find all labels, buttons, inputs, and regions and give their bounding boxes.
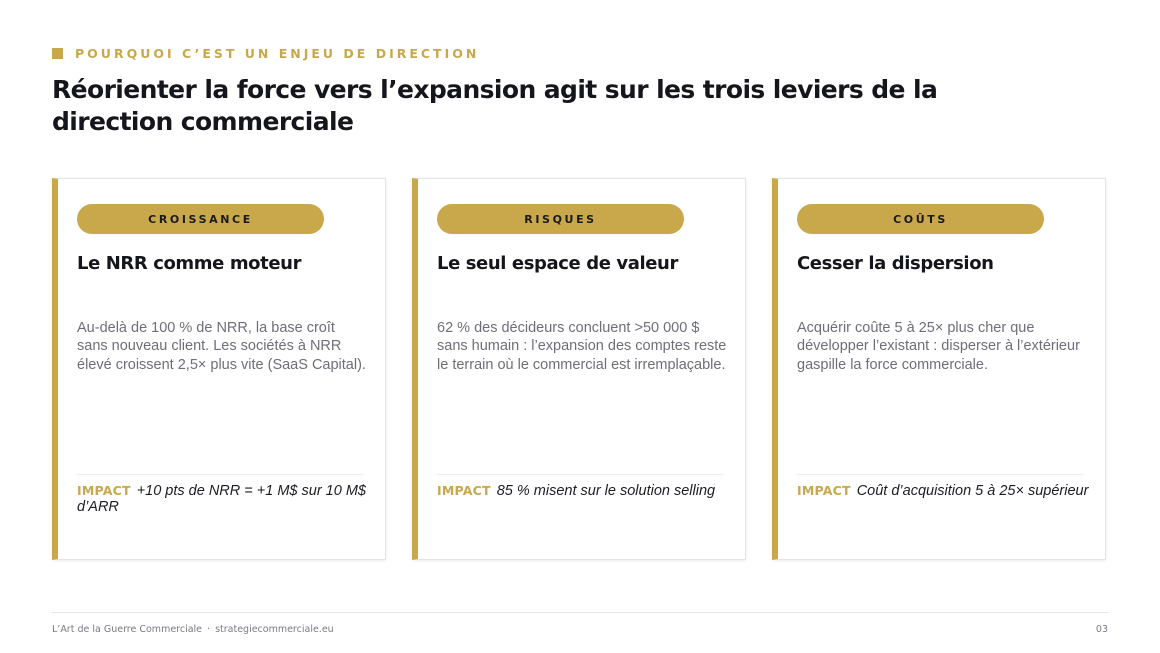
section-kicker [52,46,479,61]
card-heading: Cesser la dispersion [797,253,994,274]
card-divider [797,474,1083,475]
card-body: Acquérir coûte 5 à 25× plus cher que développer l’existant : disperser à l’extérieur gaspille la force commerciale. [797,320,1080,373]
card-tag: COÛTS [797,204,1044,234]
page-number: 03 [1095,624,1108,635]
impact-label: IMPACT [77,483,131,498]
card-heading: Le seul espace de valeur [437,253,678,274]
footer-brand: L’Art de la Guerre Commerciale [52,624,203,635]
card-impact [797,483,1089,499]
card-heading: Le NRR comme moteur [77,253,302,274]
footer-separator: · [207,624,211,635]
footer-site: strategiecommerciale.eu [215,624,334,635]
footer-divider [52,612,1108,613]
card-impact [77,483,369,515]
impact-text: +10 pts de NRR = +1 M$ sur 10 M$ d’ARR [77,483,366,515]
kicker-text: POURQUOI C’EST UN ENJEU DE DIRECTION [75,46,480,61]
card-tag: CROISSANCE [77,204,324,234]
card-divider [437,474,723,475]
slide-title: Réorienter la force vers l’expansion agit sur les trois leviers de la direction commerciale [52,75,938,136]
impact-text: 85 % misent sur le solution selling [496,483,716,499]
kicker-square-icon [52,48,63,59]
card-tag: RISQUES [437,204,684,234]
card-impact [437,483,729,499]
impact-label: IMPACT [797,483,851,498]
footer-credits [52,624,334,635]
card-risques [412,178,746,560]
cards-row [52,178,1106,560]
card-croissance [52,178,386,560]
card-body: Au-delà de 100 % de NRR, la base croît sans nouveau client. Les sociétés à NRR élevé croissent 2,5× plus vite (SaaS Capital). [77,320,366,373]
card-body: 62 % des décideurs concluent >50 000 $ sans humain : l’expansion des comptes reste le terrain où le commercial est irremplaçable. [437,320,727,373]
card-couts [772,178,1106,560]
impact-text: Coût d’acquisition 5 à 25× supérieur [856,483,1089,499]
impact-label: IMPACT [437,483,491,498]
card-divider [77,474,363,475]
